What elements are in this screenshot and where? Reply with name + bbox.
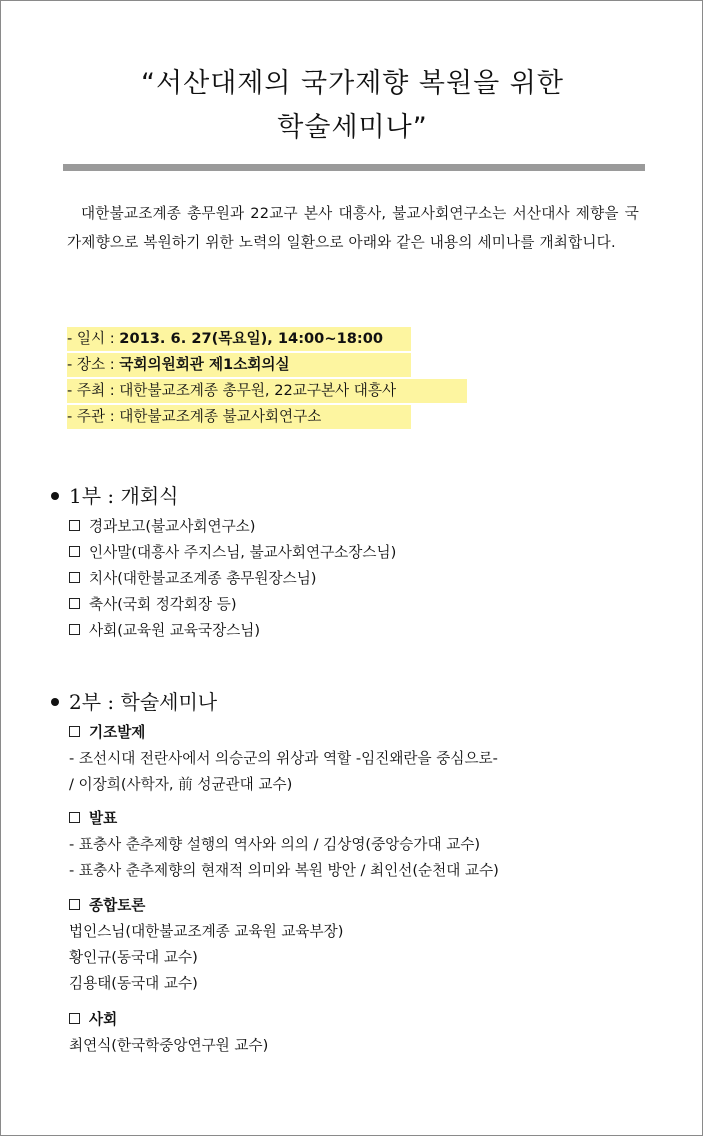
part1-item-text: 사회(교육원 교육국장스님) [89,622,261,639]
document-title-line-1: “서산대제의 국가제향 복원을 위한 [141,68,564,99]
info-host-value: 대한불교조계종 총무원, 22교구본사 대흥사 [119,382,397,399]
checkbox-icon [69,726,80,737]
checkbox-icon [69,812,80,823]
part1-item-text: 축사(국회 정각회장 등) [89,596,237,613]
moderator-heading [69,1008,117,1032]
discussion-heading [69,894,145,918]
info-venue-value: 국회의원회관 제1소회의실 [119,356,290,373]
checkbox-icon [69,572,80,583]
discussion-line: 김용태(동국대 교수) [69,975,198,992]
part1-item-text: 경과보고(불교사회연구소) [89,518,256,535]
part1-item [69,515,255,539]
part2-heading-text: 2부 : 학술세미나 [69,690,218,714]
info-organizer-label: - 주관 : [67,408,120,425]
checkbox-icon [69,1013,80,1024]
keynote-line: / 이장희(사학자, 前 성균관대 교수) [69,776,293,793]
bullet-icon [51,492,59,500]
discussion-line: 황인규(동국대 교수) [69,949,198,966]
discussion-label: 종합토론 [89,897,146,914]
bullet-icon [51,698,59,706]
moderator-line: 최연식(한국학중앙연구원 교수) [69,1037,269,1054]
presentation-line: - 표충사 춘추제향 설행의 역사와 의의 / 김상영(중앙승가대 교수) [69,836,481,853]
info-date-value: 2013. 6. 27(목요일), 14:00~18:00 [119,330,384,347]
info-venue-label: - 장소 : [67,356,120,373]
part1-item-text: 치사(대한불교조계종 총무원장스님) [89,570,317,587]
checkbox-icon [69,624,80,635]
checkbox-icon [69,899,80,910]
keynote-heading [69,721,145,745]
checkbox-icon [69,520,80,531]
info-host-label: - 주최 : [67,382,120,399]
part1-item [69,619,260,643]
discussion-line: 법인스님(대한불교조계종 교육원 교육부장) [69,923,344,940]
checkbox-icon [69,546,80,557]
keynote-line: - 조선시대 전란사에서 의승군의 위상과 역할 -임진왜란을 중심으로- [69,750,498,767]
presentation-heading [69,807,117,831]
part1-item [69,567,317,591]
keynote-label: 기조발제 [89,724,146,741]
document-title-line-2: 학술세미나” [277,112,428,143]
part2-heading [51,688,217,716]
presentation-label: 발표 [89,810,118,827]
title-divider [63,164,645,171]
part1-heading [51,482,178,510]
checkbox-icon [69,598,80,609]
info-organizer [67,405,411,429]
part1-item [69,593,237,617]
presentation-line: - 표충사 춘추제향의 현재적 의미와 복원 방안 / 최인선(순천대 교수) [69,862,499,879]
info-host [67,379,467,403]
moderator-label: 사회 [89,1011,118,1028]
part1-heading-text: 1부 : 개회식 [69,484,179,508]
intro-paragraph: 대한불교조계종 총무원과 22교구 본사 대흥사, 불교사회연구소는 서산대사 제향을 국가제향으로 복원하기 위한 노력의 일환으로 아래와 같은 내용의 세미나를 개최합니다. [67,205,639,251]
info-venue [67,353,411,377]
info-organizer-value: 대한불교조계종 불교사회연구소 [119,408,322,425]
part1-item [69,541,396,565]
info-date-label: - 일시 : [67,330,120,347]
info-date [67,327,411,351]
part1-item-text: 인사말(대흥사 주지스님, 불교사회연구소장스님) [89,544,397,561]
